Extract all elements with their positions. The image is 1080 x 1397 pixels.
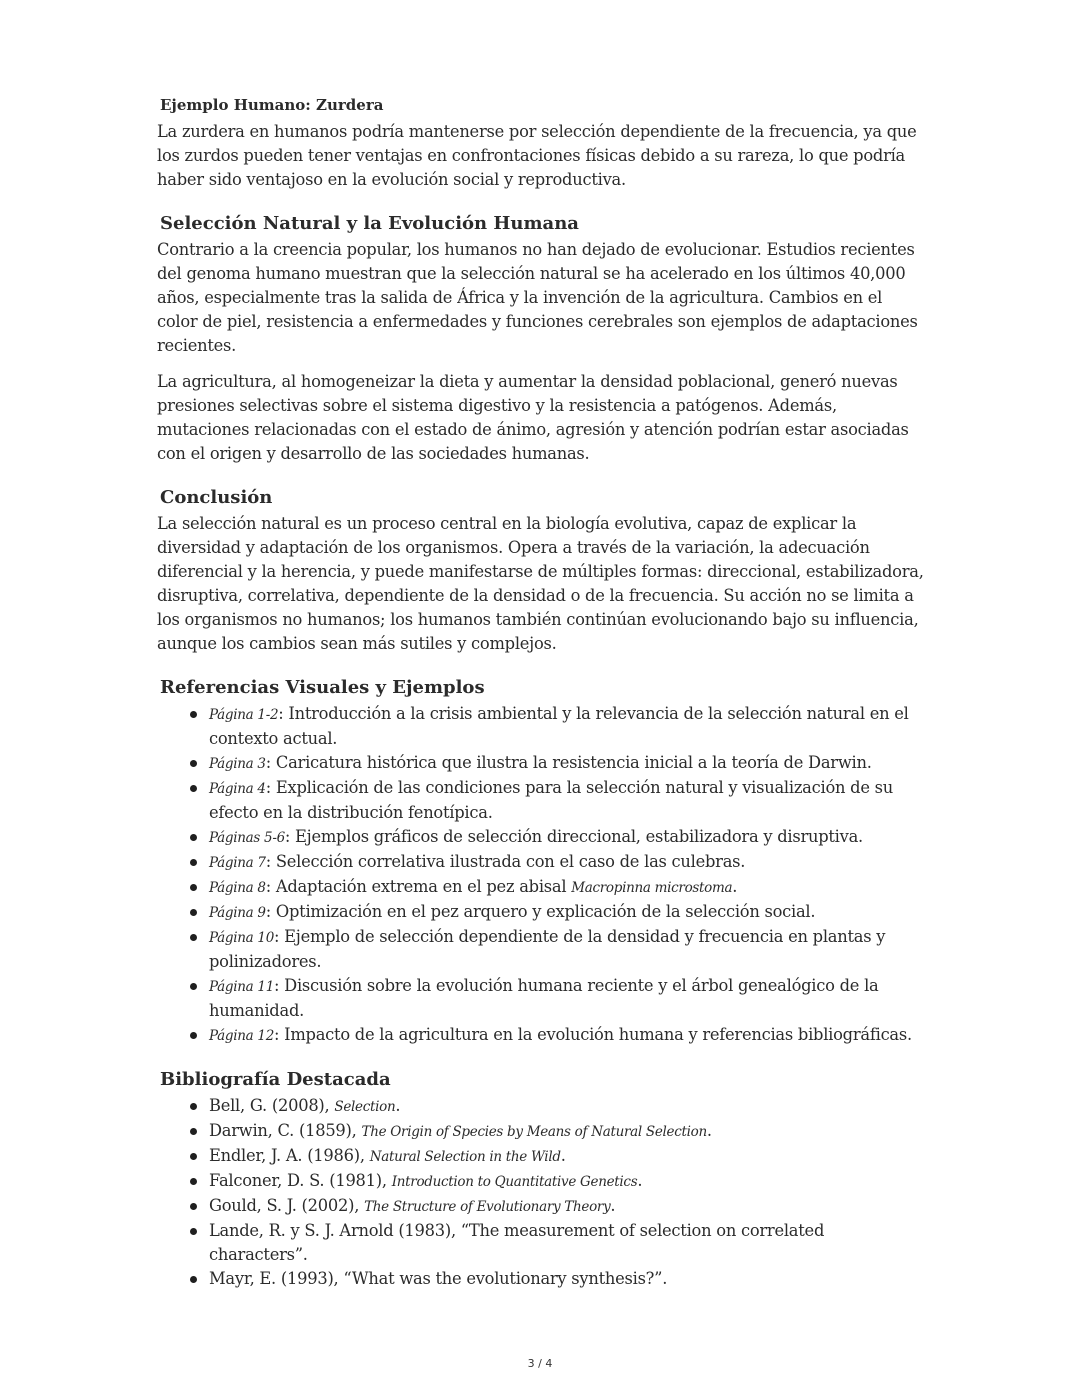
list-item xyxy=(209,900,927,925)
bib-work: Natural Selection in the Wild xyxy=(369,1149,561,1165)
list-item xyxy=(209,1094,927,1119)
bib-work: The Origin of Species by Means of Natural Selection xyxy=(361,1124,707,1140)
bib-author: Endler, J. A. (1986), xyxy=(209,1146,370,1165)
list-item xyxy=(209,974,927,1023)
bib-work: The Structure of Evolutionary Theory xyxy=(364,1199,611,1215)
ref-text: : Selección correlativa ilustrada con el caso de las culebras. xyxy=(265,852,746,871)
page-ref: Página 7 xyxy=(209,855,266,871)
list-item xyxy=(209,1267,927,1291)
list-item xyxy=(209,702,927,751)
list-item xyxy=(209,1119,927,1144)
list-item xyxy=(209,1144,927,1169)
list-item xyxy=(209,1219,927,1267)
bib-work: Introduction to Quantitative Genetics xyxy=(391,1174,638,1190)
bib-author: Darwin, C. (1859), xyxy=(209,1121,362,1140)
ref-text: : Ejemplos gráficos de selección direccional, estabilizadora y disruptiva. xyxy=(284,827,863,846)
bibliografia-list xyxy=(157,1094,927,1291)
bib-author: Gould, S. J. (2002), xyxy=(209,1196,365,1215)
list-item xyxy=(209,850,927,875)
page-ref: Página 3 xyxy=(209,756,266,772)
bibliografia-heading: Bibliografía Destacada xyxy=(160,1069,391,1090)
page-ref: Página 12 xyxy=(209,1028,274,1044)
bib-author: Bell, G. (2008), xyxy=(209,1096,335,1115)
bib-author: Lande, R. y S. J. Arnold (1983), “The measurement of selection on correlated characters”. xyxy=(209,1221,825,1264)
zurdera-paragraph: La zurdera en humanos podría mantenerse por selección dependiente de la frecuencia, ya que los zurdos pueden tener ventajas en confrontaciones físicas debido a su rareza, lo que podría haber sido ventajoso en la evolución social y reproductiva. xyxy=(157,122,917,189)
conclusion-heading: Conclusión xyxy=(160,487,273,508)
bib-tail: . xyxy=(560,1146,566,1165)
list-item xyxy=(209,875,927,900)
zurdera-heading: Ejemplo Humano: Zurdera xyxy=(160,96,384,114)
conclusion-paragraph: La selección natural es un proceso central en la biología evolutiva, capaz de explicar la diversidad y adaptación de los organismos. Opera a través de la variación, la adecuación diferencial y la herencia, y puede manifestarse de múltiples formas: direccional, estabilizadora, disruptiva, correlativa, dependiente de la densidad o de la frecuencia. Su acción no se limita a los organismos no humanos; los humanos también continúan evolucionando bajo su influencia, aunque los cambios sean más sutiles y complejos. xyxy=(157,514,924,653)
list-item xyxy=(209,1194,927,1219)
page-ref: Página 1-2 xyxy=(209,707,279,723)
referencias-heading: Referencias Visuales y Ejemplos xyxy=(160,677,485,698)
page-number: 3 / 4 xyxy=(527,1357,553,1370)
list-item xyxy=(209,925,927,974)
page-ref: Página 11 xyxy=(209,979,274,995)
document-page xyxy=(157,94,927,1291)
ref-text: : Ejemplo de selección dependiente de la densidad y frecuencia en plantas y polinizadores. xyxy=(209,927,886,971)
page-ref: Página 9 xyxy=(209,905,266,921)
bib-tail: . xyxy=(610,1196,616,1215)
page-ref: Páginas 5-6 xyxy=(209,830,285,846)
ref-text: : Explicación de las condiciones para la selección natural y visualización de su efecto en la distribución fenotípica. xyxy=(209,778,893,822)
referencias-list xyxy=(157,702,927,1048)
bib-tail: . xyxy=(706,1121,712,1140)
list-item xyxy=(209,1169,927,1194)
page-ref: Página 8 xyxy=(209,880,266,896)
ref-text: : Introducción a la crisis ambiental y la relevancia de la selección natural en el contexto actual. xyxy=(209,704,909,748)
species-name: Macropinna microstoma xyxy=(571,880,733,896)
bib-tail: . xyxy=(395,1096,401,1115)
ref-text: : Optimización en el pez arquero y explicación de la selección social. xyxy=(265,902,816,921)
bib-tail: . xyxy=(637,1171,643,1190)
list-item xyxy=(209,776,927,825)
ref-tail: . xyxy=(732,877,738,896)
page-ref: Página 10 xyxy=(209,930,274,946)
evolucion-heading: Selección Natural y la Evolución Humana xyxy=(160,213,579,234)
bib-author: Falconer, D. S. (1981), xyxy=(209,1171,392,1190)
evolucion-paragraph-1: Contrario a la creencia popular, los humanos no han dejado de evolucionar. Estudios recientes del genoma humano muestran que la selección natural se ha acelerado en los últimos 40,000 años, especialmente tras la salida de África y la invención de la agricultura. Cambios en el color de piel, resistencia a enfermedades y funciones cerebrales son ejemplos de adaptaciones recientes. xyxy=(157,240,918,355)
list-item xyxy=(209,825,927,850)
ref-text: : Impacto de la agricultura en la evolución humana y referencias bibliográficas. xyxy=(274,1025,912,1044)
evolucion-paragraph-2: La agricultura, al homogeneizar la dieta y aumentar la densidad poblacional, generó nuevas presiones selectivas sobre el sistema digestivo y la resistencia a patógenos. Además, mutaciones relacionadas con el estado de ánimo, agresión y atención podrían estar asociadas con el origen y desarrollo de las sociedades humanas. xyxy=(157,372,909,463)
ref-text: : Caricatura histórica que ilustra la resistencia inicial a la teoría de Darwin. xyxy=(265,753,872,772)
page-ref: Página 4 xyxy=(209,781,266,797)
bib-work: Selection xyxy=(334,1099,396,1115)
bib-author: Mayr, E. (1993), “What was the evolutionary synthesis?”. xyxy=(209,1269,668,1288)
ref-text: : Adaptación extrema en el pez abisal xyxy=(265,877,572,896)
list-item xyxy=(209,751,927,776)
list-item xyxy=(209,1023,927,1048)
ref-text: : Discusión sobre la evolución humana reciente y el árbol genealógico de la humanidad. xyxy=(209,976,879,1020)
